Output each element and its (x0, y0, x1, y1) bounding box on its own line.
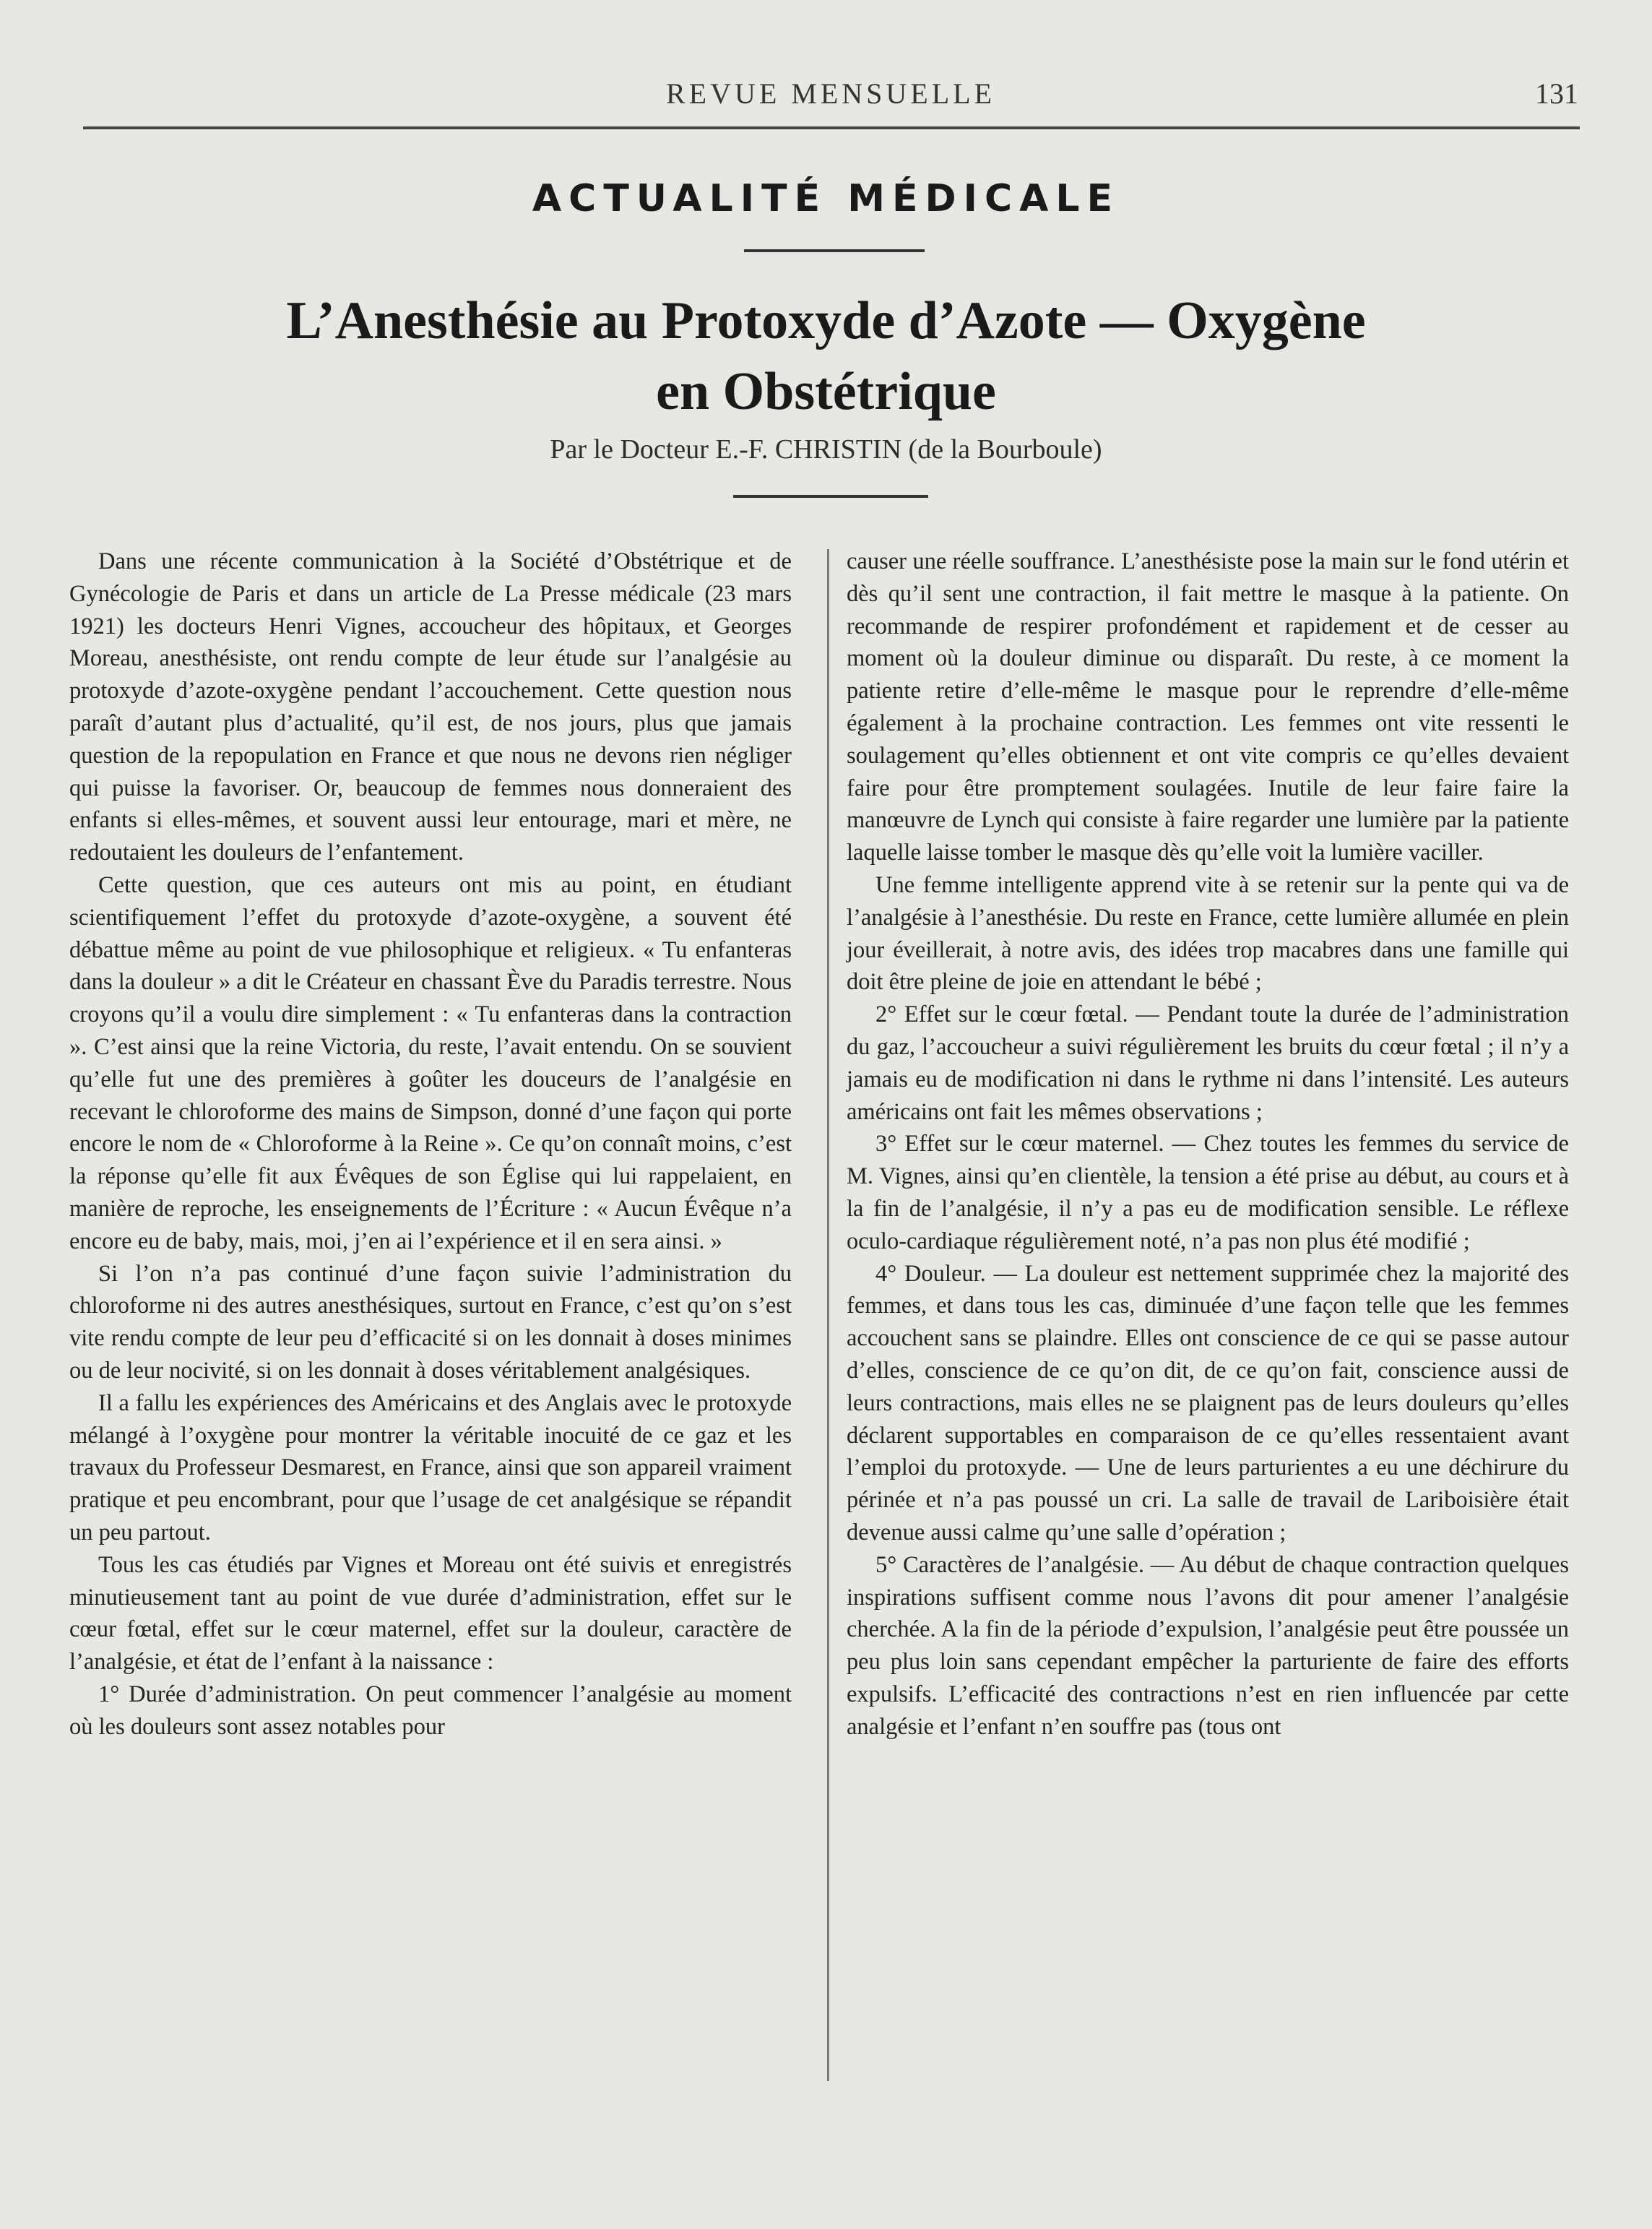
page-header (83, 72, 1578, 116)
paragraph: 3° Effet sur le cœur maternel. — Chez toutes les femmes du service de M. Vignes, ainsi qu’en clientèle, la tension a été prise au début, au cours et à la fin de l’analgésie, il n’y a pas eu de modification sensible. Le réflexe oculo-cardiaque régulièrement noté, n’a pas non plus été modifié ; (847, 1131, 1569, 1254)
title-separator-top (744, 249, 925, 252)
paragraph: causer une réelle souffrance. L’anesthésiste pose la main sur le fond utérin et dès qu’il sent une contraction, il fait mettre le masque à la patiente. On recommande de respirer profondément et rapidement et de cesser au moment où la douleur diminue ou disparaît. Du reste, à ce moment la patiente retire d’elle-même le masque pour le reprendre d’elle-même également à la prochaine contraction. Les femmes ont vite ressenti le soulagement qu’elles obtiennent et ont vite compris ce qu’elles devaient faire pour être promptement soulagées. Inutile de leur faire faire la manœuvre de Lynch qui consiste à faire regarder une lumière par la patiente laquelle laisse tomber le masque dès qu’elle voit la lumière vaciller. (847, 548, 1569, 866)
section-title: ACTUALITÉ MÉDICALE (532, 177, 1120, 220)
article-title-line-2: en Obstétrique (656, 362, 996, 421)
paragraph: Cette question, que ces auteurs ont mis au point, en étudiant scientifiquement l’effet du protoxyde d’azote-oxygène, a souvent été débattue même au point de vue philosophique et religieux. « Tu enfanteras dans la douleur » a dit le Créateur en chassant Ève du Paradis terrestre. Nous croyons qu’il a voulu dire simplement : « Tu enfanteras dans la contraction ». C’est ainsi que la reine Victoria, du reste, l’avait entendu. On se souvient qu’elle fut une des premières à goûter les douceurs de l’analgésie en recevant le chloroforme des mains de Simpson, donné d’une façon qui porte encore le nom de « Chloroforme à la Reine ». Ce qu’on connaît moins, c’est la réponse qu’elle fit aux Évêques de son Église qui lui rappelaient, en manière de reproche, les enseignements de l’Écriture : « Aucun Évêque n’a encore eu de baby, mais, moi, j’en ai l’expérience et il en sera ainsi. » (69, 871, 792, 1254)
article-title (72, 285, 1580, 427)
paragraph: Une femme intelligente apprend vite à se retenir sur la pente qui va de l’analgésie à l’anesthésie. Du reste en France, cette lumière allumée en plein jour éveillerait, à notre avis, des idées trop macabres dans une famille qui doit être pleine de joie en attendant le bébé ; (847, 871, 1569, 996)
paragraph: 1° Durée d’administration. On peut commencer l’analgésie au moment où les douleurs sont assez notables pour (69, 1681, 792, 1740)
paragraph: 5° Caractères de l’analgésie. — Au début de chaque contraction quelques inspirations suffisent comme nous l’avons dit pour amener l’analgésie cherchée. A la fin de la période d’expulsion, l’analgésie peut être poussée un peu plus loin sans cependant empêcher la parturiente de faire des efforts expulsifs. L’efficacité des contractions n’est en rien influencée par cette analgésie et l’enfant n’en souffre pas (tous ont (847, 1551, 1569, 1740)
text-column-right (847, 546, 1569, 1743)
text-column-left (69, 546, 792, 1743)
title-separator-bottom (733, 495, 928, 498)
running-title: REVUE MENSUELLE (665, 77, 996, 110)
page-number: 131 (1535, 77, 1578, 110)
paragraph: 2° Effet sur le cœur fœtal. — Pendant toute la durée de l’administration du gaz, l’accoucheur a suivi régulièrement les bruits du cœur fœtal ; il n’y a jamais eu de modification ni dans le rythme ni dans l’intensité. Les auteurs américains ont fait les mêmes observations ; (847, 1001, 1569, 1125)
article-title-line-1: L’Anesthésie au Protoxyde d’Azote — Oxygène (286, 291, 1366, 350)
paragraph: Si l’on n’a pas continué d’une façon suivie l’administration du chloroforme ni des autres anesthésiques, surtout en France, c’est qu’on s’est vite rendu compte de leur peu d’efficacité si on les donnait à doses minimes ou de leur nocivité, si on les donnait à doses véritablement analgésiques. (69, 1260, 792, 1384)
header-rule (83, 126, 1580, 129)
column-divider (827, 549, 829, 2081)
paragraph: Tous les cas étudiés par Vignes et Moreau ont été suivis et enregistrés minutieusement tant au point de vue durée d’administration, effet sur le cœur fœtal, effet sur le cœur maternel, effet sur la douleur, caractère de l’analgésie, et état de l’enfant à la naissance : (69, 1551, 792, 1676)
paragraph: 4° Douleur. — La douleur est nettement supprimée chez la majorité des femmes, et dans tous les cas, diminuée d’une façon telle que les femmes accouchent sans se plaindre. Elles ont conscience de ce qui se passe autour d’elles, conscience de ce qu’on dit, de ce qu’on fait, conscience aussi de leurs contractions, mais elles ne se plaignent pas de leurs douleurs qu’elles déclarent supportables en comparaison de ce qu’elles ressentaient avant l’emploi du protoxyde. — Une de leurs parturientes a eu une déchirure du périnée et n’a pas poussé un cri. La salle de travail de Lariboisière était devenue aussi calme qu’une salle d’opération ; (847, 1260, 1569, 1545)
byline: Par le Docteur E.-F. CHRISTIN (de la Bourboule) (550, 434, 1102, 465)
paragraph: Il a fallu les expériences des Américains et des Anglais avec le protoxyde mélangé à l’oxygène pour montrer la véritable inocuité de ce gaz et les travaux du Professeur Desmarest, en France, ainsi que son appareil vraiment pratique et peu encombrant, pour que l’usage de cet analgésique se répandit un peu partout. (69, 1389, 792, 1545)
paragraph: Dans une récente communication à la Société d’Obstétrique et de Gynécologie de Paris et dans un article de La Presse médicale (23 mars 1921) les docteurs Henri Vignes, accoucheur des hôpitaux, et Georges Moreau, anesthésiste, ont rendu compte de leur étude sur l’analgésie au protoxyde d’azote-oxygène pendant l’accouchement. Cette question nous paraît d’autant plus d’actualité, qu’il est, de nos jours, plus que jamais question de la repopulation en France et que nous ne devons rien négliger qui puisse la favoriser. Or, beaucoup de femmes nous donneraient des enfants si elles-mêmes, et souvent aussi leur entourage, mari et mère, ne redoutaient les douleurs de l’enfantement. (69, 548, 792, 866)
